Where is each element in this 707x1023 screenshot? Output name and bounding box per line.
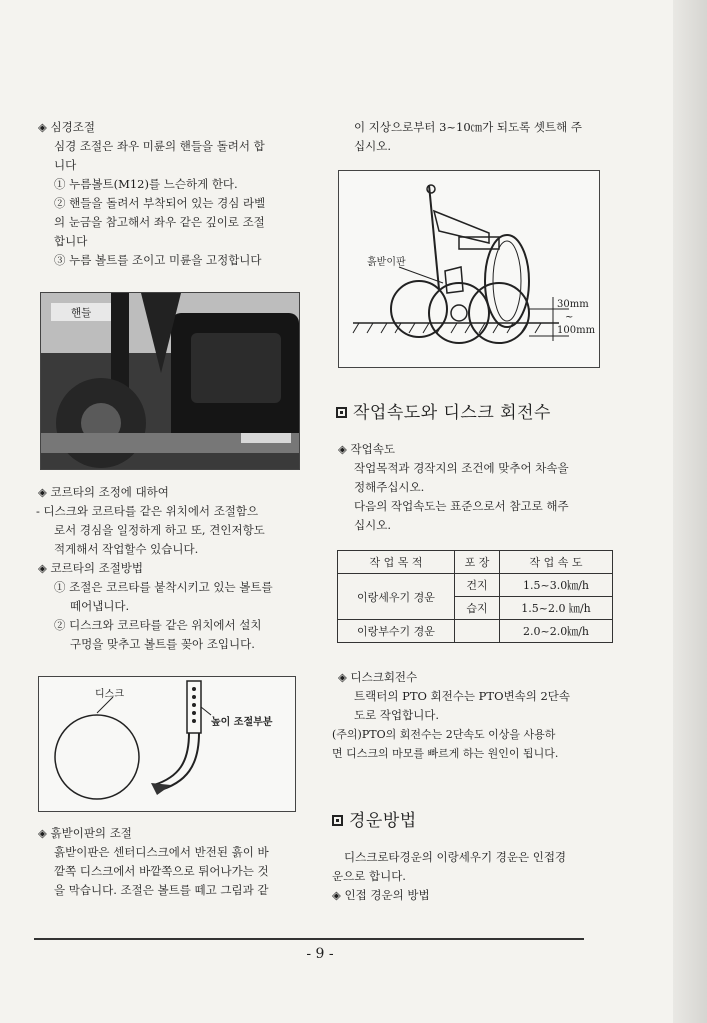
dim-mid: ~ bbox=[565, 312, 574, 323]
disk-label: 디스크 bbox=[95, 689, 124, 700]
table-cell-field-3 bbox=[455, 620, 500, 643]
rpm-heading: ◈ 디스크회전수 bbox=[338, 670, 418, 684]
rpm-text-2: 도로 작업합니다. bbox=[354, 708, 440, 722]
speed-text-1: 작업목적과 경작지의 조건에 맞추어 차속을 bbox=[354, 461, 569, 475]
scraper-text-3: 을 막습니다. 조절은 볼트를 떼고 그림과 같 bbox=[54, 883, 269, 897]
rpm-text-1: 트랙터의 PTO 회전수는 PTO변속의 2단속 bbox=[354, 689, 571, 703]
cont-text-1: 이 지상으로부터 3~10㎝가 되도록 셋트해 주 bbox=[354, 120, 582, 134]
scraper-heading: ◈ 흙받이판의 조절 bbox=[38, 826, 132, 840]
plow-body bbox=[332, 848, 602, 905]
table-cell-speed-2: 1.5~2.0 ㎞/h bbox=[500, 597, 613, 620]
table-cell-purpose-3: 이랑부수기 경운 bbox=[338, 620, 455, 643]
left-column bbox=[32, 118, 304, 270]
coulter-step-1b: 떼어냅니다. bbox=[70, 599, 130, 613]
coulter-text-2: 로서 경심을 일정하게 하고 또, 견인저항도 bbox=[54, 523, 265, 537]
speed-table bbox=[337, 550, 613, 643]
scraper-diagram bbox=[339, 171, 599, 367]
coulter-method-heading: ◈ 코르타의 조절방법 bbox=[38, 561, 144, 575]
speed-heading: ◈ 작업속도 bbox=[338, 442, 395, 456]
disk-diagram bbox=[39, 677, 295, 811]
plow-section-text: 경운방법 bbox=[349, 811, 417, 831]
height-adjust-label: 높이 조절부분 bbox=[211, 717, 273, 728]
rpm-text-4: 면 디스크의 마모를 빠르게 하는 원인이 됩니다. bbox=[332, 747, 559, 760]
plow-section bbox=[332, 812, 602, 831]
coulter-step-2b: 구멍을 맞추고 볼트를 꽂아 조입니다. bbox=[70, 637, 255, 651]
coulter-heading: ◈ 코르타의 조정에 대하여 bbox=[38, 485, 169, 499]
table-cell-speed-1: 1.5~3.0㎞/h bbox=[500, 574, 613, 597]
table-header-speed: 작 업 속 도 bbox=[500, 551, 613, 574]
cont-text-2: 십시오. bbox=[354, 139, 391, 153]
page-number: - 9 - bbox=[306, 946, 334, 962]
table-row bbox=[338, 551, 613, 574]
coulter-section bbox=[32, 483, 304, 654]
scraper-section bbox=[32, 824, 304, 900]
scraper-text-1: 흙받이판은 센터디스크에서 반전된 흙이 바 bbox=[54, 845, 269, 859]
rpm-text-3: (주의)PTO의 회전수는 2단속도 이상을 사용하 bbox=[332, 728, 556, 741]
table-header-purpose: 작 업 목 적 bbox=[338, 551, 455, 574]
table-cell-purpose-1: 이랑세우기 경운 bbox=[338, 574, 455, 620]
coulter-text-1: - 디스크와 코르타를 같은 위치에서 조절함으 bbox=[36, 504, 259, 518]
speed-text-3: 다음의 작업속도는 표준으로서 참고로 해주 bbox=[354, 499, 569, 513]
plow-text-1: 디스크로타경운의 이랑세우기 경운은 인접경 bbox=[344, 850, 567, 864]
depth-step-3: ③ 누름 볼트를 조이고 미륜을 고정합니다 bbox=[54, 253, 262, 267]
speed-body bbox=[332, 440, 602, 535]
table-row bbox=[338, 574, 613, 597]
table-cell-speed-3: 2.0~2.0㎞/h bbox=[500, 620, 613, 643]
square-bullet-icon bbox=[336, 407, 347, 418]
table-cell-field-1: 건지 bbox=[455, 574, 500, 597]
table-header-field: 포 장 bbox=[455, 551, 500, 574]
speed-section-title bbox=[336, 404, 606, 423]
speed-text-4: 십시오. bbox=[354, 518, 391, 532]
coulter-step-2: ② 디스크와 코르타를 같은 위치에서 설치 bbox=[54, 618, 262, 632]
table-cell-field-2: 습지 bbox=[455, 597, 500, 620]
handle-photo bbox=[40, 292, 300, 470]
dim-bot: 100mm bbox=[557, 325, 596, 336]
speed-text-2: 정해주십시오. bbox=[354, 480, 425, 494]
scraper-figure bbox=[338, 170, 600, 368]
depth-text-1: 심경 조절은 좌우 미륜의 핸들을 돌려서 합 bbox=[54, 139, 265, 153]
depth-step-2c: 합니다 bbox=[54, 234, 88, 248]
plow-section-title bbox=[332, 812, 602, 831]
scraper-label: 흙받이판 bbox=[367, 257, 406, 268]
coulter-text-3: 적게해서 작업할수 있습니다. bbox=[54, 542, 199, 556]
page-edge-shadow bbox=[673, 0, 707, 1023]
depth-step-2b: 의 눈금을 참고해서 좌우 같은 깊이로 조절 bbox=[54, 215, 265, 229]
adjacent-heading: ◈ 인접 경운의 방법 bbox=[332, 888, 430, 902]
depth-step-2: ② 핸들을 돌려서 부착되어 있는 경심 라벨 bbox=[54, 196, 266, 210]
footer-rule bbox=[34, 938, 584, 940]
speed-section bbox=[336, 404, 606, 423]
depth-step-1: ① 누름볼트(M12)를 느슨하게 한다. bbox=[54, 177, 238, 191]
disk-figure bbox=[38, 676, 296, 812]
photo-label: 핸들 bbox=[71, 307, 92, 319]
dim-top: 30mm bbox=[557, 299, 589, 310]
coulter-step-1: ① 조절은 코르타를 붙착시키고 있는 볼트를 bbox=[54, 580, 273, 594]
depth-text-2: 니다 bbox=[54, 158, 77, 172]
depth-heading: ◈ 심경조절 bbox=[38, 120, 95, 134]
rpm-section bbox=[332, 668, 608, 763]
right-column-top bbox=[332, 118, 602, 156]
table-row bbox=[338, 620, 613, 643]
plow-text-2: 운으로 합니다. bbox=[332, 869, 406, 883]
scraper-text-2: 깥쪽 디스크에서 바깥쪽으로 튀어나가는 것 bbox=[54, 864, 269, 878]
speed-section-text: 작업속도와 디스크 회전수 bbox=[353, 403, 551, 423]
square-bullet-icon bbox=[332, 815, 343, 826]
